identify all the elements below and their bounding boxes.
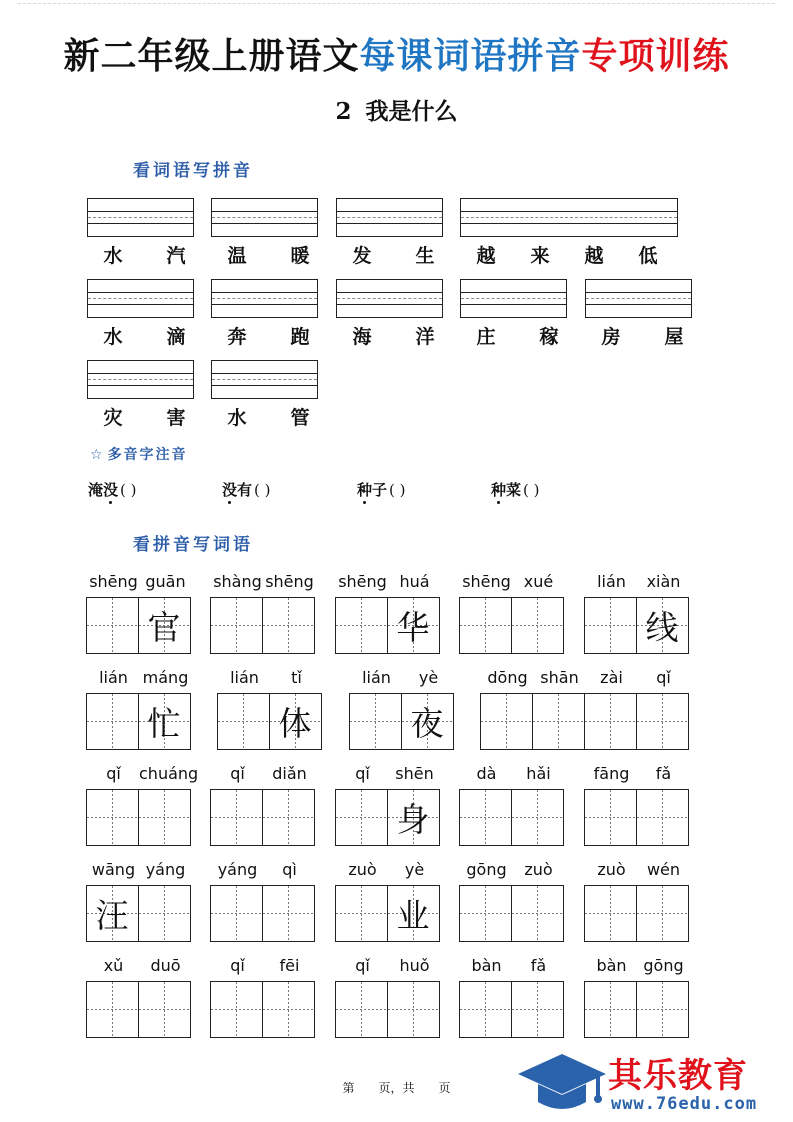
tianzige-cell[interactable] bbox=[584, 693, 637, 750]
word-char: 灾 bbox=[103, 407, 123, 429]
pinyin-write-box[interactable] bbox=[87, 279, 194, 318]
polyphone-item bbox=[491, 479, 540, 500]
tianzige-cell[interactable] bbox=[138, 693, 191, 750]
word-char: 房 bbox=[601, 326, 621, 348]
section-heading-polyphone bbox=[90, 444, 188, 464]
pinyin-syllable: yáng bbox=[145, 860, 186, 879]
pinyin-syllable: bàn bbox=[471, 956, 502, 975]
grid-character bbox=[350, 694, 401, 749]
word-char: 越 bbox=[584, 245, 604, 267]
word-char: 庄 bbox=[476, 326, 496, 348]
grid-character bbox=[263, 790, 314, 845]
word-char: 来 bbox=[530, 245, 550, 267]
grid-character bbox=[218, 694, 269, 749]
word-char: 越 bbox=[476, 245, 496, 267]
tianzige-cell[interactable] bbox=[86, 981, 139, 1038]
tianzige-cell[interactable] bbox=[349, 693, 402, 750]
polyphone-word: 种子 bbox=[357, 481, 388, 499]
tianzige-cell[interactable] bbox=[217, 693, 270, 750]
pinyin-syllable: gōng bbox=[466, 860, 507, 879]
grid-character bbox=[460, 982, 511, 1037]
grid-character bbox=[87, 694, 138, 749]
grid-character bbox=[585, 598, 636, 653]
word-char: 管 bbox=[290, 407, 310, 429]
pinyin-syllable: huǒ bbox=[399, 956, 430, 975]
tianzige-cell[interactable] bbox=[262, 981, 315, 1038]
emphasis-dot bbox=[363, 501, 366, 504]
word-char: 跑 bbox=[290, 326, 310, 348]
tianzige-cell[interactable] bbox=[401, 693, 454, 750]
pinyin-syllable: máng bbox=[142, 668, 189, 687]
grid-character bbox=[87, 790, 138, 845]
pinyin-syllable: tǐ bbox=[291, 668, 302, 687]
pinyin-syllable: shēng bbox=[265, 572, 314, 591]
word-char: 稼 bbox=[539, 326, 559, 348]
tianzige-cell[interactable] bbox=[335, 885, 388, 942]
lesson-number: 2 bbox=[335, 98, 352, 125]
tianzige-cell[interactable] bbox=[138, 885, 191, 942]
pinyin-syllable: dōng bbox=[487, 668, 528, 687]
grid-character: 体 bbox=[278, 704, 312, 743]
section-heading-word-to-pinyin: 看词语写拼音 bbox=[133, 161, 253, 181]
pinyin-syllable: shēn bbox=[395, 764, 434, 783]
tianzige-cell[interactable] bbox=[511, 885, 564, 942]
grid-character: 夜 bbox=[410, 704, 444, 743]
pinyin-syllable: hǎi bbox=[526, 764, 551, 783]
emphasis-dot bbox=[497, 501, 500, 504]
pinyin-syllable: fǎ bbox=[530, 956, 547, 975]
answer-parentheses[interactable]: ( ) bbox=[523, 481, 540, 499]
tianzige-cell[interactable] bbox=[335, 789, 388, 846]
pinyin-syllable: fāng bbox=[593, 764, 630, 783]
tianzige-cell[interactable] bbox=[138, 789, 191, 846]
pinyin-syllable: wāng bbox=[91, 860, 136, 879]
word-char: 水 bbox=[227, 407, 247, 429]
pinyin-syllable: qǐ bbox=[355, 956, 370, 975]
pinyin-syllable: shàng bbox=[213, 572, 262, 591]
grid-character bbox=[336, 790, 387, 845]
pinyin-syllable: zuò bbox=[524, 860, 553, 879]
word-char: 暖 bbox=[290, 245, 310, 267]
pinyin-syllable: lián bbox=[99, 668, 128, 687]
pinyin-write-box[interactable] bbox=[211, 198, 318, 237]
tianzige-cell[interactable] bbox=[387, 597, 440, 654]
title-part-3: 专项训练 bbox=[581, 35, 730, 77]
word-char: 发 bbox=[352, 245, 372, 267]
pinyin-syllable: xiàn bbox=[646, 572, 681, 591]
grid-character bbox=[637, 982, 688, 1037]
word-char: 屋 bbox=[664, 326, 684, 348]
tianzige-cell[interactable] bbox=[86, 597, 139, 654]
answer-parentheses[interactable]: ( ) bbox=[389, 481, 406, 499]
pinyin-syllable: yè bbox=[418, 668, 439, 687]
pinyin-syllable: shēng bbox=[89, 572, 138, 591]
grid-character bbox=[336, 598, 387, 653]
pinyin-syllable: xǔ bbox=[103, 956, 124, 975]
tianzige-cell[interactable] bbox=[335, 597, 388, 654]
pinyin-syllable: wén bbox=[646, 860, 681, 879]
grid-character bbox=[388, 982, 439, 1037]
lesson-title bbox=[0, 93, 793, 126]
section-heading-pinyin-to-word: 看拼音写词语 bbox=[133, 535, 253, 555]
grid-character bbox=[512, 790, 563, 845]
tianzige-cell[interactable] bbox=[459, 597, 512, 654]
tianzige-cell[interactable] bbox=[511, 597, 564, 654]
pinyin-syllable: qǐ bbox=[106, 764, 121, 783]
word-char: 水 bbox=[103, 326, 123, 348]
pinyin-syllable: lián bbox=[362, 668, 391, 687]
pinyin-syllable: zuò bbox=[348, 860, 377, 879]
tianzige-cell[interactable] bbox=[86, 789, 139, 846]
word-char: 害 bbox=[166, 407, 186, 429]
tianzige-cell[interactable] bbox=[210, 885, 263, 942]
grid-character: 华 bbox=[396, 608, 430, 647]
tianzige-cell[interactable] bbox=[636, 597, 689, 654]
word-char: 海 bbox=[352, 326, 372, 348]
polyphone-item bbox=[222, 479, 271, 500]
grid-character bbox=[585, 886, 636, 941]
pinyin-syllable: shēng bbox=[462, 572, 511, 591]
pinyin-syllable: yáng bbox=[217, 860, 258, 879]
grid-character bbox=[460, 790, 511, 845]
polyphone-word: 没有 bbox=[222, 481, 253, 499]
grid-character bbox=[211, 598, 262, 653]
polyphone-word: 淹没 bbox=[88, 481, 119, 499]
tianzige-cell[interactable] bbox=[636, 981, 689, 1038]
tianzige-cell[interactable] bbox=[459, 789, 512, 846]
pinyin-syllable: bàn bbox=[596, 956, 627, 975]
word-char: 洋 bbox=[415, 326, 435, 348]
emphasis-dot bbox=[228, 501, 231, 504]
tianzige-cell[interactable] bbox=[480, 693, 533, 750]
pinyin-write-box[interactable] bbox=[211, 279, 318, 318]
pinyin-write-box[interactable] bbox=[460, 279, 567, 318]
tianzige-cell[interactable] bbox=[387, 885, 440, 942]
pinyin-syllable: duō bbox=[150, 956, 181, 975]
tianzige-cell[interactable] bbox=[86, 693, 139, 750]
tianzige-cell[interactable] bbox=[262, 789, 315, 846]
pinyin-syllable: qǐ bbox=[230, 764, 245, 783]
brand-logo bbox=[508, 1046, 793, 1122]
grid-character bbox=[336, 982, 387, 1037]
pinyin-write-box[interactable] bbox=[585, 279, 692, 318]
tianzige-cell[interactable] bbox=[262, 885, 315, 942]
tianzige-cell[interactable] bbox=[86, 885, 139, 942]
pinyin-write-box[interactable] bbox=[460, 198, 678, 237]
tianzige-cell[interactable] bbox=[584, 597, 637, 654]
grid-character bbox=[637, 886, 688, 941]
pinyin-syllable: shān bbox=[540, 668, 579, 687]
grid-character bbox=[211, 790, 262, 845]
grid-character: 业 bbox=[396, 896, 430, 935]
pinyin-syllable: fǎ bbox=[655, 764, 672, 783]
tianzige-cell[interactable] bbox=[511, 789, 564, 846]
grid-character bbox=[533, 694, 584, 749]
polyphone-item bbox=[357, 479, 406, 500]
grid-character: 忙 bbox=[147, 704, 181, 743]
grid-character bbox=[139, 790, 190, 845]
grid-character: 线 bbox=[645, 608, 679, 647]
emphasis-dot bbox=[109, 501, 112, 504]
pinyin-syllable: diǎn bbox=[272, 764, 307, 783]
grid-character bbox=[263, 982, 314, 1037]
tianzige-cell[interactable] bbox=[210, 597, 263, 654]
grid-character bbox=[512, 598, 563, 653]
pinyin-write-box[interactable] bbox=[87, 198, 194, 237]
pinyin-syllable: zuò bbox=[597, 860, 626, 879]
pinyin-syllable: qì bbox=[282, 860, 297, 879]
grid-character bbox=[585, 982, 636, 1037]
pinyin-syllable: xué bbox=[523, 572, 554, 591]
tianzige-cell[interactable] bbox=[584, 981, 637, 1038]
tianzige-cell[interactable] bbox=[636, 885, 689, 942]
pinyin-syllable: zài bbox=[600, 668, 623, 687]
pinyin-write-box[interactable] bbox=[336, 198, 443, 237]
title-part-2: 每课词语拼音 bbox=[359, 35, 582, 77]
grid-character bbox=[263, 598, 314, 653]
tianzige-cell[interactable] bbox=[210, 789, 263, 846]
word-char: 低 bbox=[638, 245, 658, 267]
grid-character bbox=[585, 790, 636, 845]
brand-url: www.76edu.com bbox=[611, 1094, 758, 1114]
tianzige-cell[interactable] bbox=[335, 981, 388, 1038]
tianzige-cell[interactable] bbox=[269, 693, 322, 750]
pinyin-syllable: fēi bbox=[279, 956, 300, 975]
grid-character bbox=[512, 982, 563, 1037]
grid-character bbox=[460, 886, 511, 941]
grid-character bbox=[585, 694, 636, 749]
grid-character: 官 bbox=[147, 608, 181, 647]
grid-character bbox=[87, 982, 138, 1037]
grid-character bbox=[512, 886, 563, 941]
word-char: 滴 bbox=[166, 326, 186, 348]
grid-character bbox=[637, 694, 688, 749]
pinyin-syllable: lián bbox=[230, 668, 259, 687]
word-char: 奔 bbox=[227, 326, 247, 348]
grid-character: 汪 bbox=[95, 896, 129, 935]
pinyin-syllable: gōng bbox=[643, 956, 684, 975]
answer-parentheses[interactable]: ( ) bbox=[120, 481, 137, 499]
grid-character bbox=[139, 982, 190, 1037]
answer-parentheses[interactable]: ( ) bbox=[254, 481, 271, 499]
word-char: 汽 bbox=[166, 245, 186, 267]
tianzige-cell[interactable] bbox=[262, 597, 315, 654]
pinyin-syllable: yè bbox=[404, 860, 425, 879]
pinyin-write-box[interactable] bbox=[336, 279, 443, 318]
tianzige-cell[interactable] bbox=[210, 981, 263, 1038]
lesson-name: 我是什么 bbox=[365, 98, 458, 125]
pinyin-syllable: chuáng bbox=[139, 764, 199, 783]
pinyin-syllable: shēng bbox=[338, 572, 387, 591]
tianzige-cell[interactable] bbox=[459, 981, 512, 1038]
pinyin-write-box[interactable] bbox=[211, 360, 318, 399]
grid-character bbox=[211, 982, 262, 1037]
pinyin-syllable: qǐ bbox=[230, 956, 245, 975]
tianzige-cell[interactable] bbox=[532, 693, 585, 750]
tianzige-cell[interactable] bbox=[387, 789, 440, 846]
word-char: 生 bbox=[415, 245, 435, 267]
pinyin-syllable: lián bbox=[597, 572, 626, 591]
tianzige-cell[interactable] bbox=[636, 789, 689, 846]
grid-character bbox=[263, 886, 314, 941]
grid-character bbox=[637, 790, 688, 845]
graduation-cap-icon bbox=[516, 1048, 608, 1118]
tianzige-cell[interactable] bbox=[584, 789, 637, 846]
grid-character bbox=[211, 886, 262, 941]
page-footer: 第 页，共 页 bbox=[342, 1081, 451, 1095]
grid-character: 身 bbox=[396, 800, 430, 839]
pinyin-syllable: huá bbox=[399, 572, 430, 591]
star-icon: ☆ bbox=[90, 447, 105, 463]
top-dashed-rule bbox=[18, 3, 775, 4]
tianzige-cell[interactable] bbox=[584, 885, 637, 942]
tianzige-cell[interactable] bbox=[636, 693, 689, 750]
tianzige-cell[interactable] bbox=[511, 981, 564, 1038]
grid-character bbox=[460, 598, 511, 653]
brand-name: 其乐教育 bbox=[608, 1056, 748, 1096]
tianzige-cell[interactable] bbox=[387, 981, 440, 1038]
tianzige-cell[interactable] bbox=[459, 885, 512, 942]
pinyin-syllable: qǐ bbox=[656, 668, 671, 687]
pinyin-syllable: dà bbox=[476, 764, 497, 783]
grid-character bbox=[336, 886, 387, 941]
word-char: 水 bbox=[103, 245, 123, 267]
pinyin-write-box[interactable] bbox=[87, 360, 194, 399]
grid-character bbox=[139, 886, 190, 941]
word-char: 温 bbox=[227, 245, 247, 267]
grid-character bbox=[87, 598, 138, 653]
page-title bbox=[0, 28, 793, 79]
title-part-1: 新二年级上册语文 bbox=[63, 35, 360, 77]
polyphone-item bbox=[88, 479, 137, 500]
tianzige-cell[interactable] bbox=[138, 981, 191, 1038]
polyphone-heading-text: 多音字注音 bbox=[107, 447, 188, 463]
polyphone-word: 种菜 bbox=[491, 481, 522, 499]
grid-character bbox=[481, 694, 532, 749]
tianzige-cell[interactable] bbox=[138, 597, 191, 654]
pinyin-syllable: guān bbox=[145, 572, 186, 591]
pinyin-syllable: qǐ bbox=[355, 764, 370, 783]
